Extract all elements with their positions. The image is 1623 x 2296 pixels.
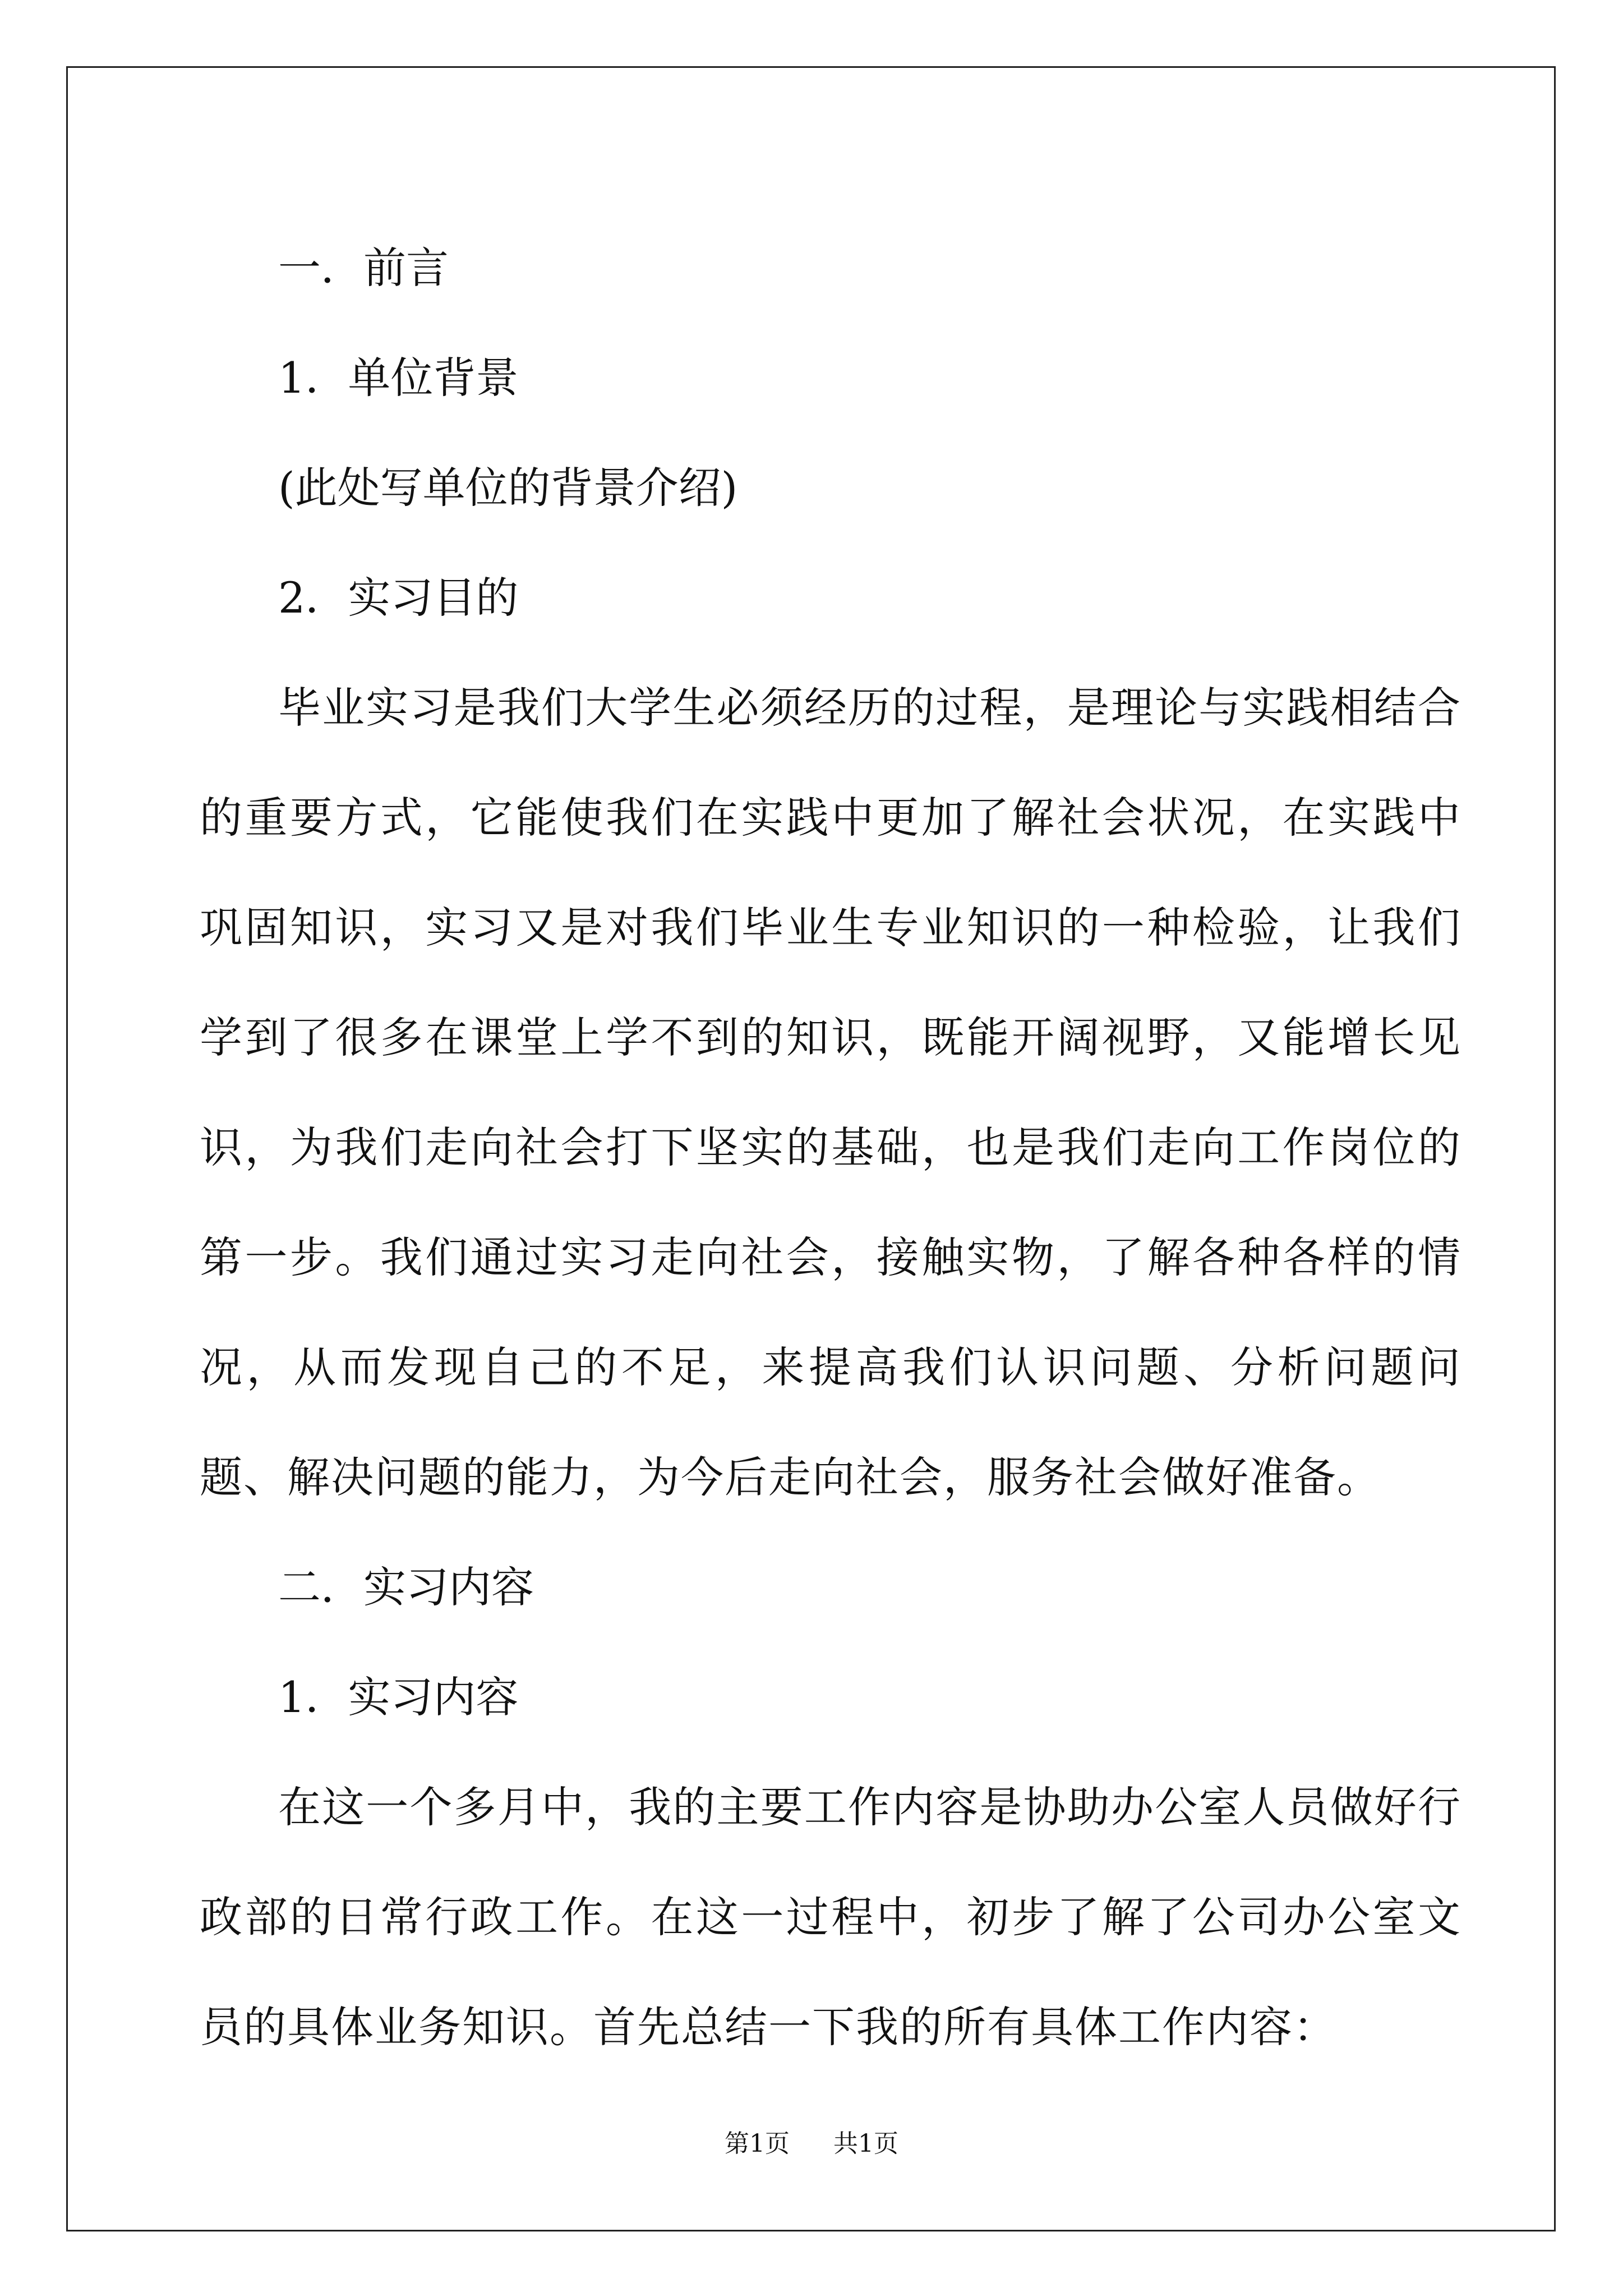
page-footer [0, 2123, 1623, 2159]
subheading-unit-background: 1．单位背景 [278, 353, 519, 403]
subheading-internship-content: 1．实习内容 [278, 1672, 519, 1722]
section-heading-preface: 一．前言 [278, 243, 449, 293]
page-number-total: 共1页 [833, 2129, 898, 2158]
document-body [200, 213, 1461, 2082]
paragraph-content: 在这一个多月中，我的主要工作内容是协助办公室人员做好行政部的日常行政工作。在这一过程中，初步了解了公司办公室文员的具体业务知识。首先总结一下我的所有具体工作内容： [200, 1782, 1461, 2052]
paragraph-purpose: 毕业实习是我们大学生必须经历的过程，是理论与实践相结合的重要方式，它能使我们在实践中更加了解社会状况，在实践中巩固知识，实习又是对我们毕业生专业知识的一种检验，让我们学到了很多在课堂上学不到的知识，既能开阔视野，又能增长见识，为我们走向社会打下坚实的基础，也是我们走向工作岗位的第一步。我们通过实习走向社会，接触实物，了解各种各样的情况，从而发现自己的不足，来提高我们认识问题、分析问题问题、解决问题的能力，为今后走向社会，服务社会做好准备。 [200, 683, 1461, 1502]
section-heading-content: 二．实习内容 [278, 1562, 534, 1612]
subheading-internship-purpose: 2．实习目的 [278, 573, 519, 623]
placeholder-note: (此处写单位的背景介绍) [278, 463, 738, 513]
page-number-current: 第1页 [725, 2129, 790, 2158]
